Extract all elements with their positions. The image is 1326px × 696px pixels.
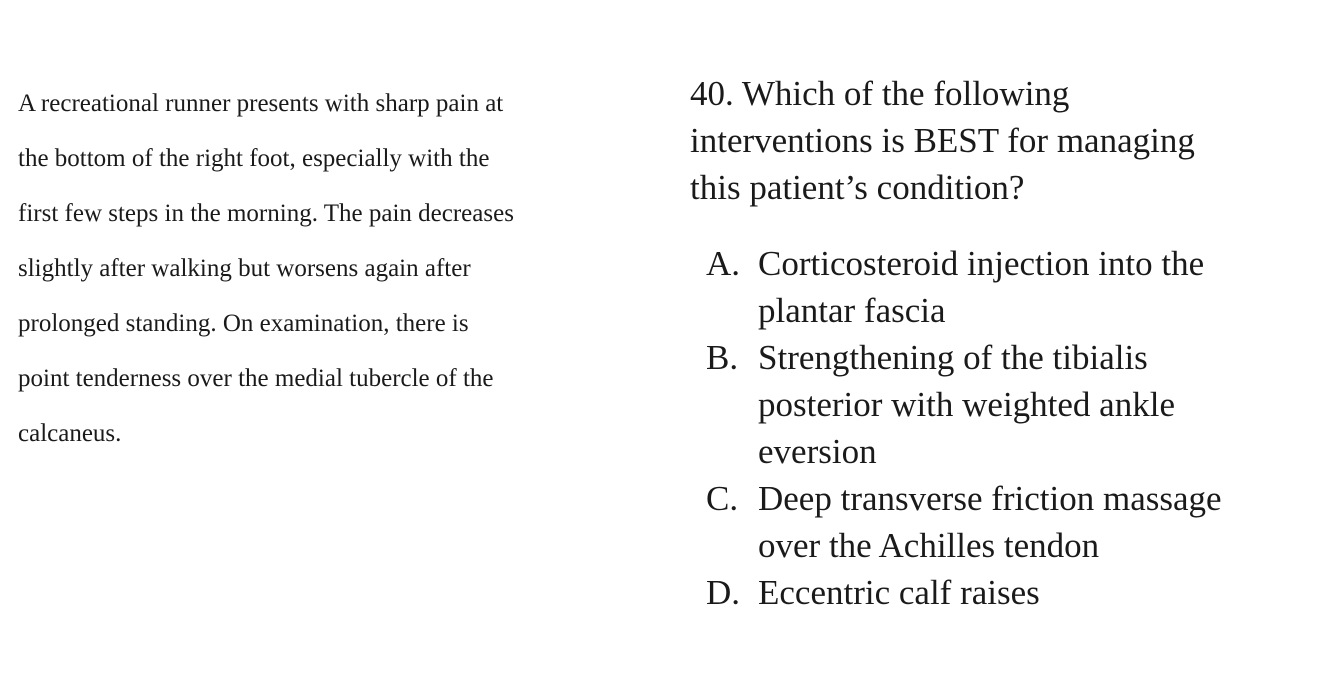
case-stem <box>18 76 658 461</box>
choice-text-line: eversion <box>758 432 877 471</box>
case-stem-line: point tenderness over the medial tubercle of the <box>18 365 494 392</box>
case-stem-line: A recreational runner presents with sharp pain at <box>18 90 504 117</box>
choice-text-line: plantar fascia <box>758 291 946 330</box>
choice-text <box>758 475 1222 569</box>
choice-letter: A. <box>706 244 741 283</box>
case-stem-line: the bottom of the right foot, especially with the <box>18 145 490 172</box>
choice-b[interactable] <box>706 334 1316 475</box>
choice-text-line: Corticosteroid injection into the <box>758 244 1205 283</box>
question-line: interventions is BEST for managing <box>690 121 1195 160</box>
choice-text-line: Strengthening of the tibialis <box>758 338 1148 377</box>
choice-a[interactable] <box>706 240 1316 334</box>
question-prompt <box>690 70 1310 211</box>
question-line: 40. Which of the following <box>690 74 1070 113</box>
choice-text <box>758 569 1040 616</box>
choice-letter: B. <box>706 338 739 377</box>
choice-text-line: Eccentric calf raises <box>758 573 1040 612</box>
choice-text <box>758 240 1204 334</box>
choice-text <box>758 334 1175 475</box>
choice-d[interactable] <box>706 569 1316 616</box>
case-stem-line: first few steps in the morning. The pain decreases <box>18 200 514 227</box>
question-line: this patient’s condition? <box>690 168 1025 207</box>
case-stem-line: calcaneus. <box>18 420 122 447</box>
choice-letter: D. <box>706 573 741 612</box>
answer-choices <box>706 240 1316 616</box>
case-stem-line: slightly after walking but worsens again after <box>18 255 471 282</box>
choice-c[interactable] <box>706 475 1316 569</box>
choice-text-line: Deep transverse friction massage <box>758 479 1222 518</box>
choice-text-line: posterior with weighted ankle <box>758 385 1175 424</box>
choice-letter: C. <box>706 479 739 518</box>
case-stem-line: prolonged standing. On examination, there is <box>18 310 469 337</box>
choice-text-line: over the Achilles tendon <box>758 526 1100 565</box>
